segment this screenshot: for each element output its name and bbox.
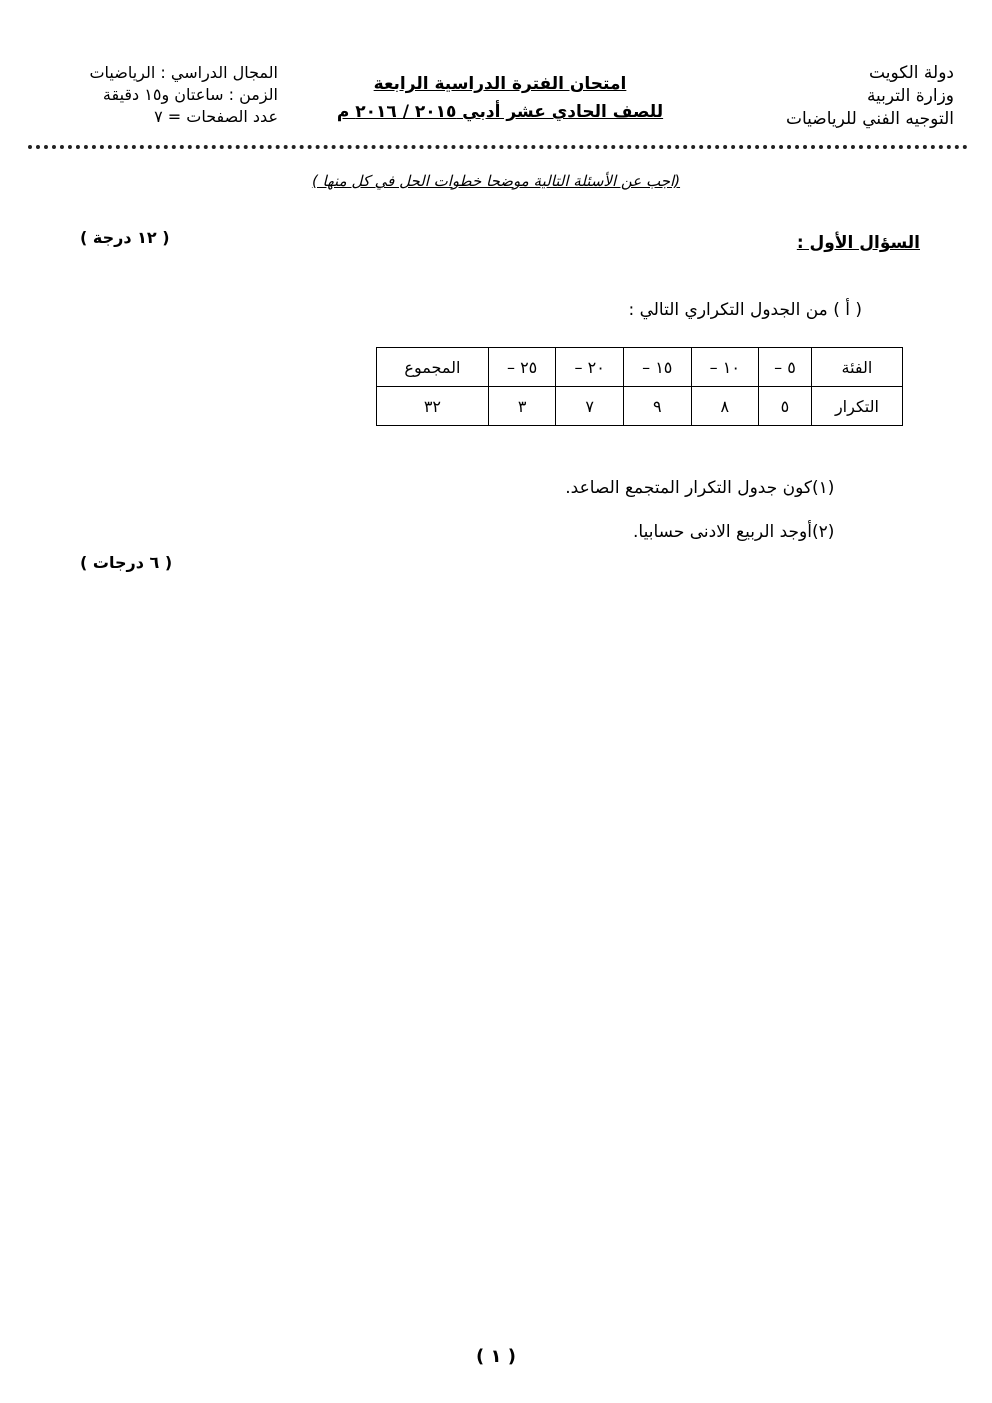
table-row-frequencies	[377, 387, 903, 426]
exam-title: امتحان الفترة الدراسية الرابعة	[373, 74, 627, 94]
table-cell-class: ٥ –	[759, 348, 812, 387]
part-a-marks: ( ٦ درجات )	[80, 553, 173, 572]
exam-grade-year: للصف الحادي عشر أدبي ٢٠١٥ / ٢٠١٦ م	[336, 102, 664, 122]
header-left-block	[38, 62, 278, 128]
header-title-block	[270, 70, 730, 126]
task-item-2	[454, 522, 874, 542]
frequency-table	[376, 347, 903, 426]
table-cell-class: ٢٥ –	[488, 348, 556, 387]
table-cell-class: ٢٠ –	[556, 348, 624, 387]
task-number: (١)	[812, 478, 835, 498]
table-cell-class: ١٠ –	[691, 348, 759, 387]
task-item-1	[454, 478, 874, 498]
question-1-marks: ( ١٢ درجة )	[80, 228, 170, 247]
table-cell-total: ٣٢	[377, 387, 489, 426]
header-ministry-name: وزارة التربية	[866, 86, 954, 106]
table-cell-class: ١٥ –	[623, 348, 691, 387]
header-right-block	[754, 62, 954, 131]
table-cell-frequency: ٣	[488, 387, 556, 426]
header-state-name: دولة الكويت	[869, 63, 954, 83]
exam-instruction: (اجب عن الأسئلة التالية موضحا خطوات الحل في كل منها )	[311, 172, 681, 190]
task-number: (٢)	[812, 522, 835, 542]
table-cell-frequency: ٧	[556, 387, 624, 426]
table-header-class: الفئة	[811, 348, 902, 387]
header-department-name: التوجيه الفني للرياضيات	[785, 109, 954, 129]
task-text: أوجد الربيع الادنى حسابيا.	[633, 522, 812, 542]
exam-page-count: عدد الصفحات = ٧	[154, 107, 278, 126]
page-number: ( ١ )	[476, 1346, 516, 1367]
task-text: كون جدول التكرار المتجمع الصاعد.	[565, 478, 812, 498]
table-cell-frequency: ٨	[691, 387, 759, 426]
table-cell-frequency: ٥	[759, 387, 812, 426]
exam-subject: المجال الدراسي : الرياضيات	[89, 63, 278, 82]
part-a-statement: ( أ ) من الجدول التكراري التالي :	[628, 300, 862, 320]
table-header-frequency: التكرار	[811, 387, 902, 426]
table-header-total: المجموع	[377, 348, 489, 387]
header-divider	[28, 145, 968, 149]
question-1-title: السؤال الأول :	[796, 233, 920, 253]
table-row-classes	[377, 348, 903, 387]
exam-duration: الزمن : ساعتان و١٥ دقيقة	[102, 85, 278, 104]
table-cell-frequency: ٩	[623, 387, 691, 426]
